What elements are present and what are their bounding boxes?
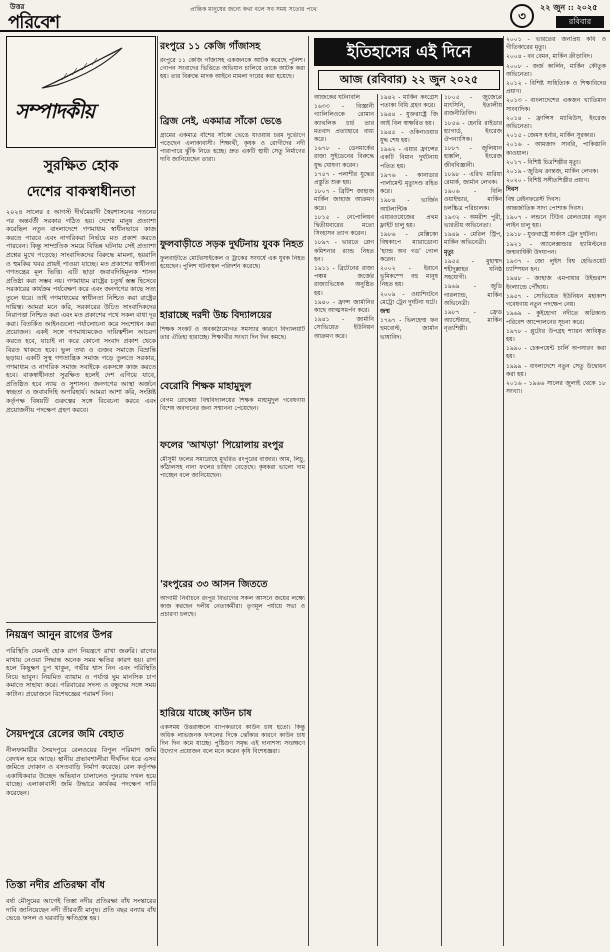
- history-entry: আন্তর্জাতিক সাদা পোশাক দিবস।: [506, 204, 584, 212]
- history-entry: ১৮১৫ - নেপোলিয়ন দ্বিতীয়বারের মতো সিংহাসন ত্যাগ করেন।: [314, 213, 374, 238]
- news-headline: হারিয়ে যাচ্ছে কাউন চাষ: [160, 708, 252, 719]
- history-entry: ১৯৪৪ - যুক্তরাষ্ট্রে জি আই বিল স্বাক্ষরিত হয়।: [380, 111, 438, 127]
- news-body: রংপুরে ১১ কেজি গাঁজাসহ একজনকে আটক করেছে পুলিশ। গোপন সংবাদের ভিত্তিতে অভিযান চালিয়ে তাকে আটক করা হয়। তার বিরুদ্ধে মাদক আইনে মামলা দায়ের করা হয়েছে।: [160, 57, 305, 80]
- news-body: একসময় উত্তরাঞ্চলে ব্যাপকভাবে কাউন চাষ হতো। কিন্তু অধিক লাভজনক ফসলের দিকে ঝোঁকার কারণে কাউন চাষ দিন দিন কমে যাচ্ছে। পুষ্টিগুণ সমৃদ্ধ এই দানাশস্য সংরক্ষণে উদ্যোগ প্রয়োজন বলে মনে করেন কৃষি বিশেষজ্ঞরা।: [160, 724, 305, 755]
- history-entry: ১৯৮৭ - ফ্রেড অ্যাস্টেয়ার, মার্কিন নৃত্যশিল্পী।: [444, 309, 502, 333]
- history-entry: জন্ম: [380, 308, 390, 316]
- history-entry: ১৮৫৬ - হেনরি রাইডার হ্যাগার্ড, ইংরেজ ঔপন্যাসিক।: [444, 119, 502, 144]
- history-entry: ১৭৫৭ - পলাশীর যুদ্ধের প্রস্তুতি শুরু হয়।: [314, 170, 374, 187]
- history-entry: দিবস: [506, 186, 519, 194]
- news-body: আগামী নির্বাচনে রংপুর বিভাগের সকল আসনে জয়ের লক্ষ্যে কাজ করছেন দলীয় নেতাকর্মীরা। তৃণমূল পর্যায়ে সভা ও প্রচারণা চলছে।: [160, 595, 305, 618]
- editorial-body: ২০২৪ সালের ৫ আগস্ট দীর্ঘমেয়াদী স্বৈরশাসনের পতনের পর অন্তর্বর্তী সরকার গঠিত হয়। দেশের মানুষ প্রত্যাশা করেছিল নতুন বাংলাদেশে গণমাধ্যম স্বাধীনভাবে কাজ করতে পারবে এবং নাগরিকরা নির্ভয়ে মত প্রকাশ করতে পারবেন। কিন্তু সাম্প্রতিক সময়ে বিভিন্ন ঘটনায় সেই প্রত্যাশা প্রশ্নের মুখে পড়েছে। সাংবাদিকদের বিরুদ্ধে মামলা, হয়রানি ও হুমকির খবর প্রায়ই পাওয়া যাচ্ছে। মত প্রকাশের স্বাধীনতা গণতন্ত্রের মূল ভিত্তি। এটি ছাড়া জবাবদিহিমূলক শাসন প্রতিষ্ঠা করা সম্ভব নয়। গণমাধ্যম রাষ্ট্রের চতুর্থ স্তম্ভ হিসেবে সরকারের কার্যক্রম পর্যবেক্ষণ করে এবং জনগণের কাছে সত্য তুলে ধরে। তাই গণমাধ্যমের স্বাধীনতা নিশ্চিত করা রাষ্ট্রের দায়িত্ব। আমরা মনে করি, সরকারের উচিত সাংবাদিকদের নিরাপত্তা নিশ্চিত করা এবং মত প্রকাশের পথে সকল বাধা দূর করা। বিতর্কিত আইনগুলো পর্যালোচনা করে সংশোধন করা প্রয়োজন। একই সঙ্গে গণমাধ্যমকেও দায়িত্বশীল আচরণ করতে হবে, যাচাই না করে কোনো সংবাদ প্রকাশ থেকে বিরত থাকতে হবে। ভুল তথ্য ও গুজব সমাজে বিভ্রান্তি ছড়ায়। একটি সুস্থ গণতান্ত্রিক সমাজ গড়ে তুলতে সরকার, গণমাধ্যম ও নাগরিক সমাজ সবাইকে একসঙ্গে কাজ করতে হবে। বাকস্বাধীনতা সুরক্ষিত হলেই দেশ এগিয়ে যাবে, প্রতিষ্ঠিত হবে ন্যায় ও সুশাসন। জনগণের আস্থা অর্জনে স্বচ্ছতা ও জবাবদিহি অপরিহার্য। আমরা আশা করি, সংশ্লিষ্ট কর্তৃপক্ষ বিষয়টি গুরুত্বের সঙ্গে বিবেচনা করবে এবং প্রয়োজনীয় পদক্ষেপ গ্রহণ করবে।: [6, 208, 156, 414]
- history-entry: ২০০১ - ভারতের জনপ্রিয় কবি ও গীতিকারের মৃত্যু।: [506, 36, 606, 52]
- news-body: বেগম রোকেয়া বিশ্ববিদ্যালয়ের শিক্ষক মাহামুদুল গবেষণায় বিশেষ অবদানের জন্য সম্মাননা পেয়েছেন।: [160, 397, 305, 412]
- history-column-3: [444, 94, 502, 944]
- masthead: [0, 0, 610, 32]
- article-body: বর্ষা মৌসুমের আগেই তিস্তা নদীর প্রতিরক্ষা বাঁধ সংস্কারের দাবি জানিয়েছেন নদী তীরবর্তী মানুষ। প্রতি বছর বন্যায় বাঁধ ভেঙে ফসল ও ঘরবাড়ি ক্ষতিগ্রস্ত হয়।: [6, 897, 156, 923]
- history-entry: আজকের ঘটনাবলি: [314, 94, 361, 101]
- history-entry: ২০১২ - বিশিষ্ট সাহিত্যিক ও শিক্ষাবিদের প্রয়াণ।: [506, 80, 606, 96]
- history-entry: ১৮৯৮ - এরিখ মারিয়া রেমার্ক, জার্মান লেখক।: [444, 170, 502, 187]
- article-headline: সৈয়দপুরে রেলের জমি বেহাত: [6, 729, 124, 740]
- history-entry: ২০০৪ - বব বেমন, মার্কিন ক্রীড়াবিদ।: [506, 53, 593, 61]
- editorial-headline-line2: দেশের বাকস্বাধীনতা: [26, 184, 136, 200]
- history-entry: ১৯৪০ - ফ্রান্স জার্মানির কাছে আত্মসমর্পণ করে।: [314, 298, 374, 315]
- history-entry: ১৯১১ - ব্রিটেনের রাজা পঞ্চম জর্জের রাজ্যাভিষেক অনুষ্ঠিত হয়।: [314, 265, 374, 297]
- history-entry: ১৯৮৪ - ভার্জিন আটলান্টিক এয়ারওয়েজের প্রথম ফ্লাইট চালু হয়।: [380, 197, 438, 230]
- history-entry: ২০২০ - বিশিষ্ট সঙ্গীতশিল্পীর প্রয়াণ।: [506, 177, 590, 185]
- history-entry: ১৯৭৮ - প্লুটোর উপগ্রহ শ্যারন আবিষ্কৃত হয়।: [506, 327, 606, 343]
- editorial-label: সম্পাদকীয়: [15, 99, 95, 123]
- history-entry: ১৯৬৯ - জুডি গারল্যান্ড, মার্কিন অভিনেত্রী।: [444, 283, 502, 307]
- history-entry: ২০০২ - ইরানে ভূমিকম্পে বহু মানুষ নিহত হয়।: [380, 265, 438, 289]
- news-column: [160, 38, 305, 874]
- history-entry: ১৯০৬ - বিলি ওয়াইল্ডার, মার্কিন চলচ্চিত্র পরিচালক।: [444, 188, 502, 212]
- issue-day: রবিবার: [556, 16, 604, 28]
- history-entry: ২০১৬ - ১৯৬৬ সালের জুলাই থেকে ১৮ সংখ্যা।: [506, 379, 606, 396]
- history-entry: ২০১৯ - জুডিথ ক্রান্তজ, মার্কিন লেখক।: [506, 168, 599, 176]
- history-entry: বিশ্ব রেইনফরেস্ট দিবস।: [506, 195, 561, 203]
- history-banner: ইতিহাসের এই দিনে: [314, 38, 504, 66]
- news-headline: রংপুরে ১১ কেজি গাঁজাসহ: [160, 41, 261, 52]
- issue-date: ২২ জুন :: ২০২৫: [540, 2, 598, 12]
- history-entry: ১৯৩২ - অমরীশ পুরী, ভারতীয় অভিনেতা।: [444, 213, 502, 230]
- news-body: গ্রামের একমাত্র বাঁশের সাঁকো ভেঙে যাওয়ায় চরম দুর্ভোগে পড়েছেন এলাকাবাসী। শিক্ষার্থী, কৃষক ও রোগীদের নদী পারাপারে ঝুঁকি নিতে হচ্ছে। দ্রুত একটি স্থায়ী সেতু নির্মাণের দাবি জানিয়েছেন তারা।: [160, 132, 305, 163]
- news-headline: বেরোবি শিক্ষক মাহামুদুল: [160, 381, 252, 392]
- left-lower-articles: [6, 626, 156, 947]
- history-entry: ১৮০৫ - জুজেপ্পে মাৎসিনি, ইতালীয় রাজনীতিবিদ।: [444, 94, 502, 118]
- history-entry: মৃত্যু: [444, 248, 454, 256]
- history-entry: ১৯৯০ - চেকপয়েন্ট চার্লি অপসারণ করা হয়।: [506, 345, 606, 361]
- history-entry: ২০০৮ - জর্জ কার্লিন, মার্কিন কৌতুক অভিনেতা।: [506, 62, 606, 78]
- news-headline: ফুলবাড়ীতে সড়ক দুর্ঘটনায় যুবক নিহত: [160, 239, 304, 250]
- history-column-1: [314, 94, 374, 944]
- article-body: পরিস্থিতি যেমনই হোক রাগ নিয়ন্ত্রণে রাখা জরুরি। রাগের মাথায় নেওয়া সিদ্ধান্ত অনেক সময় ক্ষতির কারণ হয়। রাগ হলে কিছুক্ষণ চুপ থাকুন, গভীর শ্বাস নিন এবং পরিস্থিতি নিয়ে ভাবুন। নিয়মিত ব্যায়াম ও পর্যাপ্ত ঘুম মানসিক চাপ কমাতে সাহায্য করে। পরিবারের সদস্য ও বন্ধুদের সঙ্গে সময় কাটান। প্রয়োজনে বিশেষজ্ঞের পরামর্শ নিন।: [6, 647, 156, 698]
- history-entry: ১৯৫৭ - সোভিয়েত ইউনিয়ন মহাকাশ গবেষণায় নতুন পদক্ষেপ নেয়।: [506, 292, 606, 309]
- history-entry: ২০০৯ - ওয়াশিংটনে মেট্রো ট্রেন দুর্ঘটনা ঘটে।: [380, 290, 438, 306]
- history-entry: ১৯৪৫ - ওকিনাওয়ার যুদ্ধ শেষ হয়।: [380, 128, 438, 145]
- history-entry: ১৯৪৮ - জাহাজ এমপায়ার উইন্ডরাশ ইংল্যান্ডে পৌঁছায়।: [506, 275, 606, 291]
- history-side-column: [506, 36, 606, 946]
- history-entry: ২০১৪ - ফ্রান্সিস ম্যাথিউস, ইংরেজ অভিনেতা।: [506, 114, 606, 131]
- history-entry: ১৯৬২ - এয়ার ফ্রান্সের একটি বিমান দুর্ঘটনায় পতিত হয়।: [380, 146, 438, 170]
- history-entry: ২০১৬ - আমজাদ সাবরি, পাকিস্তানি কাওয়াল।: [506, 141, 606, 157]
- history-entry: ১৯৬৯ - কুইহোগা নদীতে অগ্নিকাণ্ড পরিবেশ আন্দোলনের সূচনা করে।: [506, 310, 606, 326]
- history-entry: ২০১৫ - জেমস হর্নার, মার্কিন সুরকার।: [506, 132, 596, 140]
- article-body: নীলফামারীর সৈয়দপুরে রেলওয়ের বিপুল পরিমাণ জমি বেদখল হয়ে আছে। স্থানীয় প্রভাবশালীরা দীর্ঘদিন ধরে এসব জমিতে দোকান ও বসতবাড়ি নির্মাণ করেছে। রেল কর্তৃপক্ষ একাধিকবার উচ্ছেদ অভিযান চালালেও পুনরায় দখল হয়ে যাচ্ছে। এলাকাবাসী জমি উদ্ধারে কার্যকর পদক্ষেপ দাবি করেছেন।: [6, 746, 156, 797]
- history-entry: ১৯৯৯ - বাংলাদেশে নতুন সেতু উদ্বোধন করা হয়।: [506, 362, 606, 378]
- editorial-section: [6, 36, 156, 578]
- history-entry: ১৯৫৫ - মুহাম্মদ শহীদুল্লাহর ঘনিষ্ঠ সহযোগী।: [444, 257, 502, 282]
- history-entry: ১৯৮৬ - মেক্সিকো বিশ্বকাপে ম্যারাডোনা 'হ্যান্ড অব গড' গোল করেন।: [380, 231, 438, 263]
- history-entry: ১৮০৭ - ব্রিটিশ জাহাজ মার্কিন জাহাজ আক্রমণ করে।: [314, 188, 374, 212]
- newspaper-logo: পরিবেশ: [8, 12, 60, 33]
- history-entry: ১৬৩৩ - বিজ্ঞানী গ্যালিলিওকে রোমান ক্যাথলিক চার্চ তার মতবাদ প্রত্যাহারে বাধ্য করে।: [314, 103, 374, 144]
- history-entry: ১৯৩৭ - জো লুইস বিশ্ব হেভিওয়েট চ্যাম্পিয়ন হন।: [506, 258, 606, 274]
- history-entry: ১৮৯৭ - ভারতে প্লেগ কমিশনার র‍্যান্ড নিহত হন।: [314, 239, 374, 263]
- news-headline: হারাচ্ছে দরদী উচ্চ বিদ্যালয়ের: [160, 310, 272, 321]
- history-entry: ১৭৬৭ - ভিলহেল্ম ফন হুমবোল্ট, জার্মান ভাষাবিদ।: [380, 317, 438, 341]
- news-headline: 'রংপুরের ৩৩ আসন জিততে: [160, 579, 268, 590]
- editorial-banner: [6, 36, 156, 148]
- history-entry: ১৯৪৯ - মেরিল স্ট্রিপ, মার্কিন অভিনেত্রী।: [444, 231, 502, 247]
- history-entry: ১৯৭৬ - কানাডার পার্লামেন্ট মৃত্যুদণ্ড রহিত করে।: [380, 171, 438, 196]
- history-entry: ১৯২১ - অ্যালেক্সান্ডার হ্যামিল্টনের জন্মবার্ষিকী উদযাপন।: [506, 240, 606, 256]
- history-entry: ১৯০৭ - লন্ডনে টিউব রেলওয়ের নতুন লাইন চালু হয়।: [506, 214, 606, 230]
- history-date-line: আজ (রবিবার) ২২ জুন ২০২৫: [318, 70, 500, 90]
- quill-feather-icon: [37, 43, 127, 93]
- history-entry: ১৬৭৮ - ডেনমার্কের রাজা সুইডেনের বিরুদ্ধে যুদ্ধ ঘোষণা করেন।: [314, 145, 374, 169]
- history-entry: ১৯৪১ - জার্মানি সোভিয়েত ইউনিয়ন আক্রমণ করে।: [314, 316, 374, 340]
- history-entry: ২০১৩ - বাংলাদেশের একজন খ্যাতিমান সাংবাদিক।: [506, 97, 606, 113]
- news-headline: ব্রিজ নেই, একমাত্র সাঁকো ভেঙে: [160, 116, 282, 127]
- news-body: শিক্ষক সংকট ও অবকাঠামোগত সমস্যার কারণে বিদ্যালয়টি তার ঐতিহ্য হারাচ্ছে। শিক্ষার্থীর সংখ্যা দিন দিন কমছে।: [160, 326, 305, 341]
- article-headline: নিয়ন্ত্রণ আনুন রাগের উপর: [6, 630, 113, 641]
- editorial-headline-line1: সুরক্ষিত হোক: [43, 158, 119, 174]
- history-column-2: [380, 94, 438, 944]
- news-body: মৌসুমী ফলের সমারোহে মুখরিত রংপুরের বাজার। আম, লিচু, কাঁঠালসহ নানা ফলের চাহিদা বেড়েছে। কৃষকরা ভালো দাম পাচ্ছেন বলে জানিয়েছেন।: [160, 456, 305, 479]
- tagline: প্রান্তিক মানুষের জন্যে কথা বলে সব সময় সত্যের পথে: [190, 6, 317, 13]
- page-number: ৩: [510, 4, 534, 28]
- history-entry: ২০১৭ - বিশিষ্ট চিত্রশিল্পীর মৃত্যু।: [506, 158, 581, 166]
- article-headline: তিস্তা নদীর প্রতিরক্ষা বাঁধ: [6, 880, 105, 891]
- history-entry: ১৮৮৭ - জুলিয়ান হাক্সলি, ইংরেজ জীববিজ্ঞানী।: [444, 145, 502, 169]
- history-entry: ১৯৪২ - মার্কিন কংগ্রেস পতাকা বিধি গ্রহণ করে।: [380, 94, 438, 110]
- news-body: ফুলবাড়ীতে মোটরসাইকেল ও ট্রাকের সংঘর্ষে এক যুবক নিহত হয়েছেন। পুলিশ ঘটনাস্থল পরিদর্শন করেছে।: [160, 255, 305, 270]
- history-entry: ১৯১৮ - যুক্তরাষ্ট্রে সার্কাস ট্রেন দুর্ঘটনা।: [506, 231, 598, 239]
- logo-small-text: উত্তর: [10, 2, 25, 11]
- news-headline: ফলের 'আখড়া' পিয়োলায় রংপুর: [160, 440, 284, 451]
